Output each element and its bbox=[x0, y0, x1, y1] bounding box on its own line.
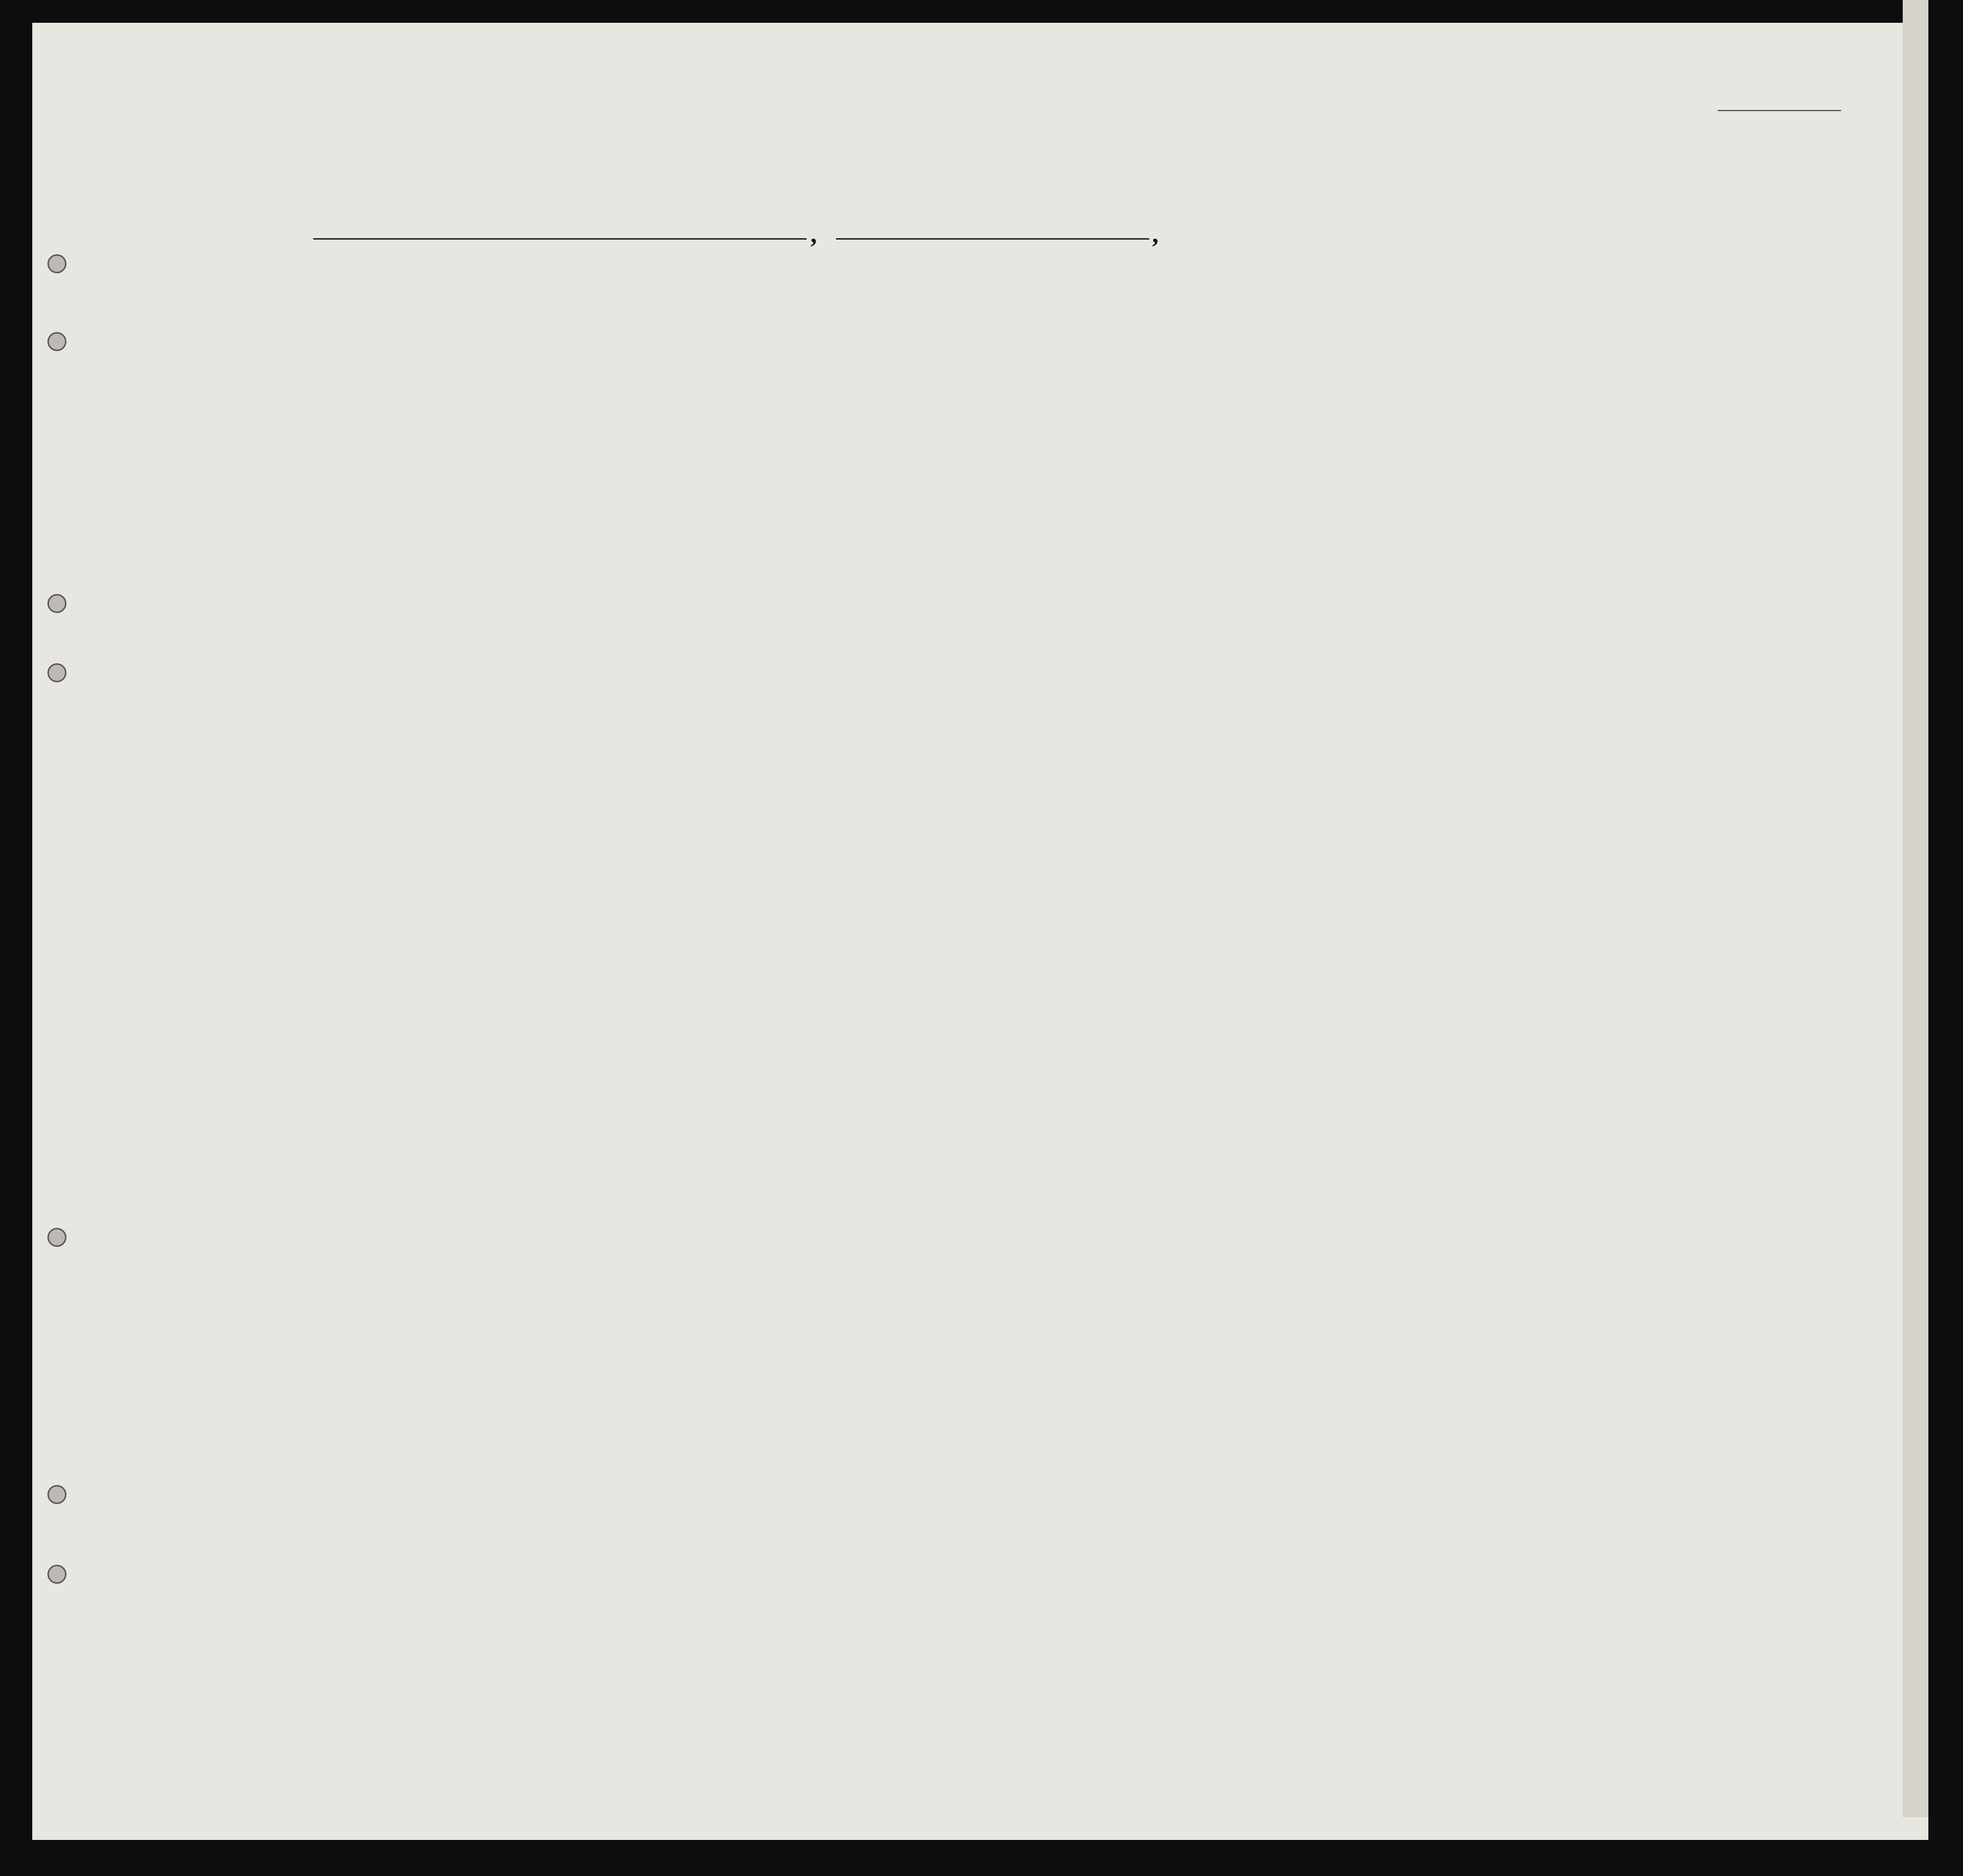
comma: , bbox=[810, 220, 817, 248]
comma: , bbox=[1152, 220, 1159, 248]
